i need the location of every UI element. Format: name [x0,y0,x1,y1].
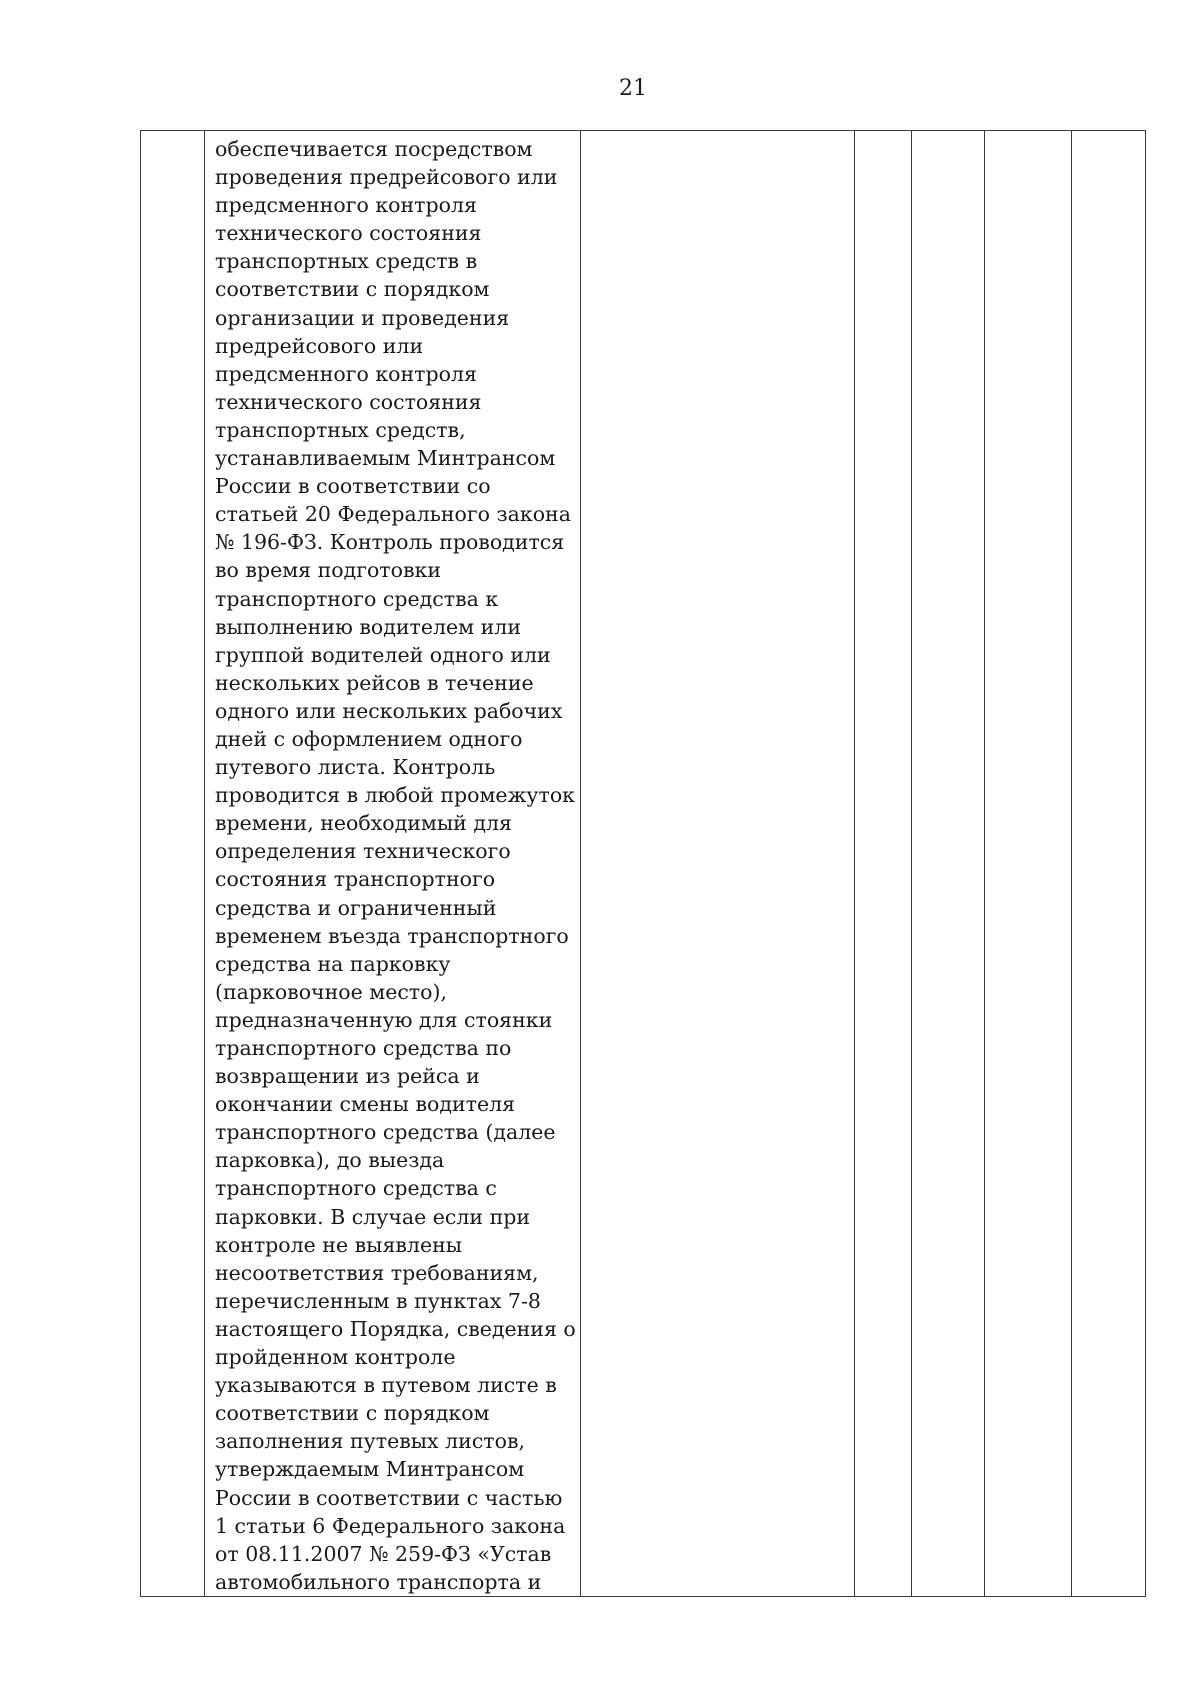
text-line: несоответствия требованиям, [215,1260,539,1285]
page-number: 21 [619,76,647,101]
text-line: группой водителей одного или [215,642,551,667]
text-line: путевого листа. Контроль [215,755,496,780]
text-line: транспортных средств в [215,249,478,274]
text-line: предсменного контроля [215,193,477,218]
check-cell-3 [985,131,1072,1597]
text-line: России в соответствии с частью [215,1485,563,1510]
text-line: проводится в любой промежуток [215,783,575,808]
text-line: России в соответствии со [215,474,491,499]
text-line: парковки. В случае если при [215,1204,531,1229]
check-cell-4 [1072,131,1146,1597]
text-line: организации и проведения [215,305,510,330]
text-line: обеспечивается посредством [215,137,533,161]
text-line: предрейсового или [215,333,424,358]
text-line: заполнения путевых листов, [215,1429,526,1454]
text-line: транспортного средства с [215,1176,497,1201]
text-line: определения технического [215,839,511,864]
text-line: технического состояния [215,221,482,246]
text-line: транспортных средств, [215,417,466,442]
text-line: предназначенную для стоянки [215,1007,553,1032]
text-line: времени, необходимый для [215,811,512,836]
text-line: соответствии с порядком [215,1401,490,1426]
text-line: статьей 20 Федерального закона [215,502,571,527]
notes-cell [581,131,855,1597]
text-line: нескольких рейсов в течение [215,670,534,695]
text-line: средства и ограниченный [215,895,497,920]
text-line: технического состояния [215,389,482,414]
checklist-table [140,130,1146,1597]
text-line: автомобильного транспорта и [215,1569,542,1594]
text-line: временем въезда транспортного [215,923,569,948]
check-cell-2 [912,131,985,1597]
text-line: перечисленным в пунктах 7-8 [215,1288,541,1313]
text-line: соответствии с порядком [215,277,490,302]
text-line: № 196-ФЗ. Контроль проводится [215,530,565,555]
text-line: во время подготовки [215,558,442,583]
text-line: выполнению водителем или [215,614,521,639]
table-row [141,131,1146,1597]
text-line: 1 статьи 6 Федерального закона [215,1513,566,1538]
text-line: указываются в путевом листе в [215,1373,557,1398]
text-line: транспортного средства по [215,1036,512,1060]
text-line: настоящего Порядка, сведения о [215,1316,576,1341]
text-line: возвращении из рейса и [215,1064,480,1089]
text-line: одного или нескольких рабочих [215,698,563,723]
text-line: окончании смены водителя [215,1092,516,1117]
text-line: дней с оформлением одного [215,726,523,751]
text-line: устанавливаемым Минтрансом [215,446,556,471]
text-line: (парковочное место), [215,979,448,1004]
text-line: проведения предрейсового или [215,165,558,190]
check-cell-1 [855,131,912,1597]
text-line: транспортного средства к [215,586,499,611]
text-line: парковка), до выезда [215,1148,445,1173]
text-line: транспортного средства (далее [215,1120,556,1145]
text-line: средства на парковку [215,951,451,976]
text-line: состояния транспортного [215,867,496,892]
text-line: пройденном контроле [215,1345,456,1370]
text-line: от 08.11.2007 № 259-ФЗ «Устав [215,1541,552,1566]
requirement-text-cell [205,131,581,1597]
text-line: утверждаемым Минтрансом [215,1457,525,1482]
text-line: предсменного контроля [215,361,477,386]
number-cell [141,131,205,1597]
text-line: контроле не выявлены [215,1232,463,1257]
